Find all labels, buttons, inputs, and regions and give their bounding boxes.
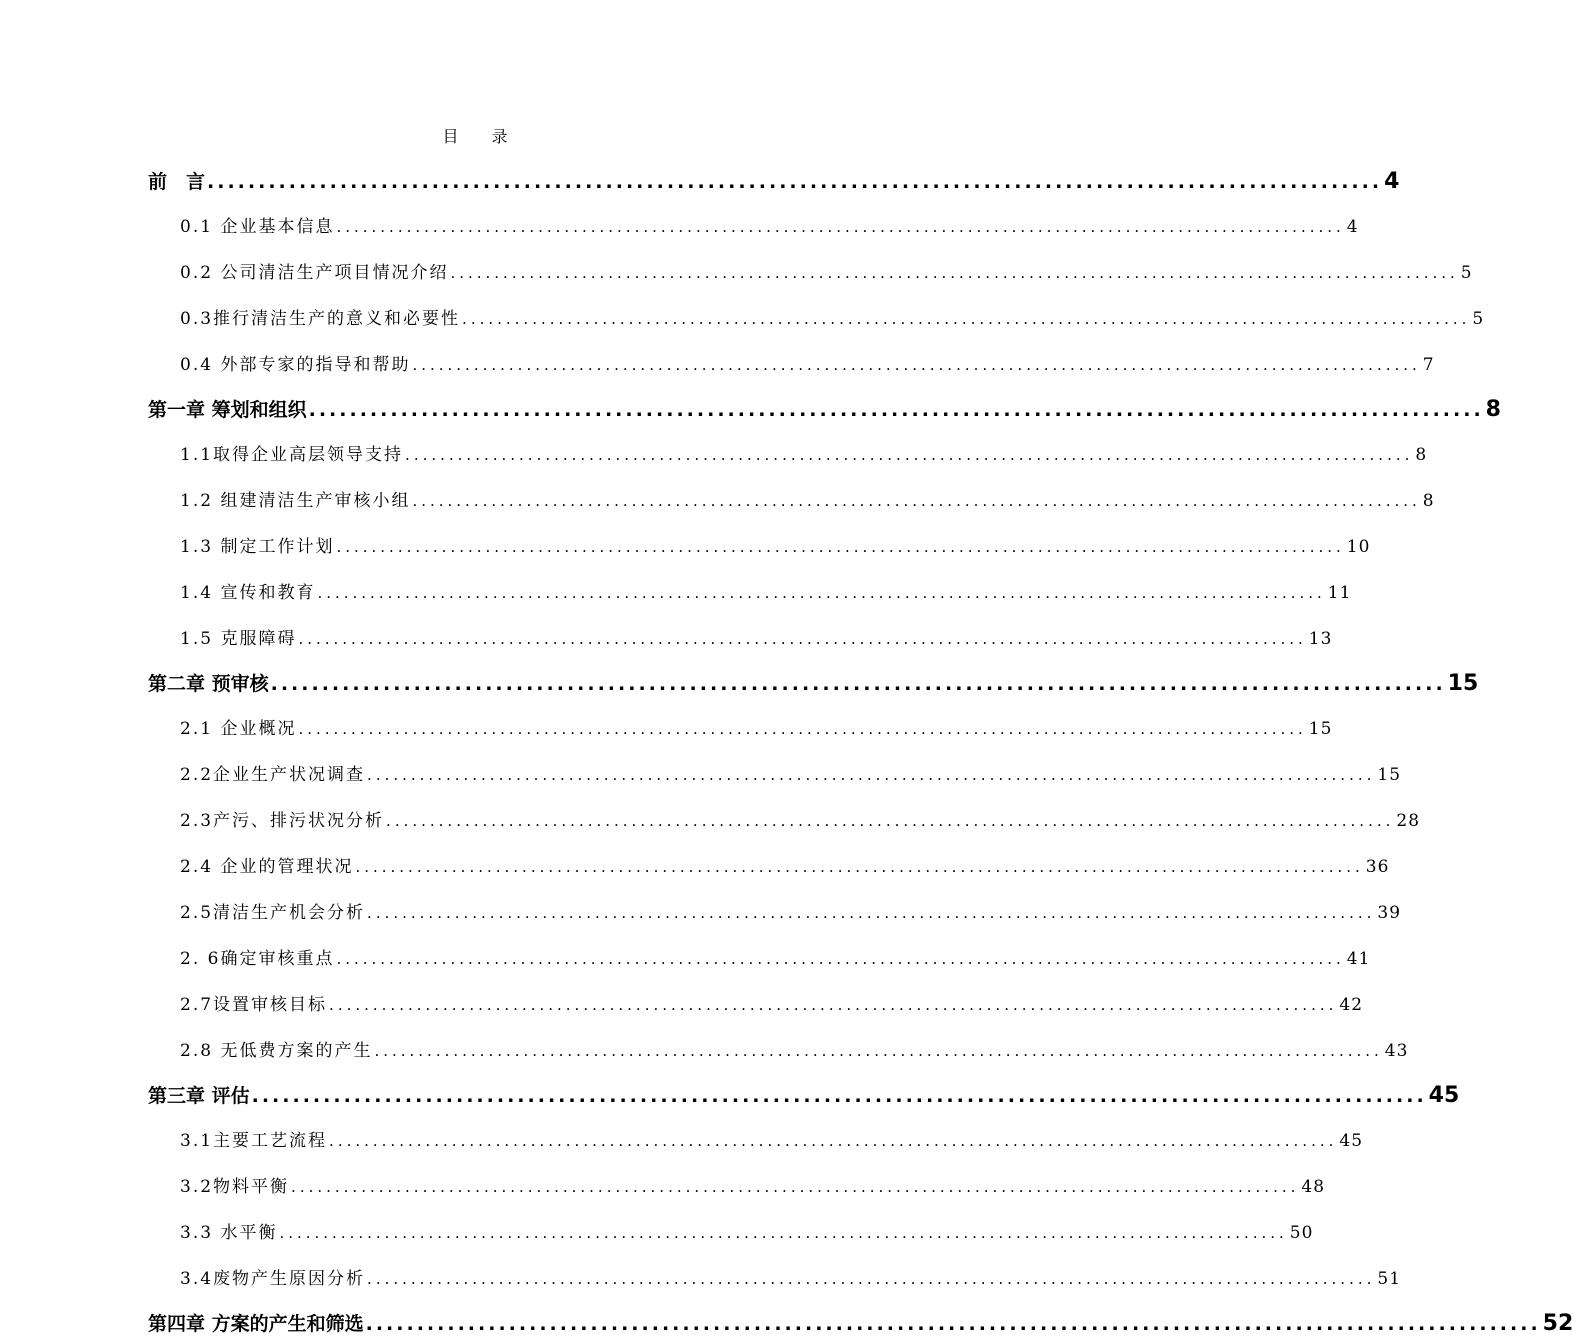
toc-entry-label: 2.1 企业概况 [180,719,297,739]
toc-page-number: 45 [1339,1131,1364,1151]
toc-chapter-entry[interactable] [148,1069,1460,1113]
toc-section-entry[interactable] [148,611,1333,657]
toc-leader-dots: ................................................................................................................... [365,1313,1541,1335]
toc-entry-label: 3.4废物产生原因分析 [180,1269,366,1289]
toc-page-number: 52 [1542,1311,1573,1336]
toc-page-number: 42 [1339,995,1364,1015]
toc-leader-dots: ................................................................................................................... [462,310,1471,328]
toc-leader-dots: ................................................................................................................... [367,766,1376,784]
toc-page-number: 5 [1460,263,1473,283]
toc-leader-dots: ................................................................................................................... [374,1042,1383,1060]
toc-page-number: 15 [1308,719,1333,739]
toc-leader-dots: ................................................................................................................... [336,218,1345,236]
toc-section-entry[interactable] [148,565,1352,611]
toc-leader-dots: ................................................................................................................... [308,399,1484,421]
toc-chapter-entry[interactable] [148,1297,1573,1341]
toc-section-entry[interactable] [148,793,1421,839]
toc-section-entry[interactable] [148,337,1435,383]
toc-section-entry[interactable] [148,473,1435,519]
toc-leader-dots: ................................................................................................................... [386,812,1395,830]
toc-section-entry[interactable] [148,839,1390,885]
toc-entry-label: 0.4 外部专家的指导和帮助 [180,355,411,375]
toc-entry-label: 第三章 评估 [148,1085,250,1107]
toc-section-entry[interactable] [148,1113,1364,1159]
toc-page-number: 36 [1365,857,1390,877]
table-of-contents [148,155,1573,1341]
toc-leader-dots: ................................................................................................................... [251,1085,1427,1107]
toc-page-number: 48 [1301,1177,1326,1197]
toc-entry-label: 2.7设置审核目标 [180,995,328,1015]
toc-entry-label: 第四章 方案的产生和筛选 [148,1313,364,1335]
toc-leader-dots: ................................................................................................................... [367,904,1376,922]
toc-entry-label: 0.3推行清洁生产的意义和必要性 [180,309,461,329]
toc-entry-label: 3.1主要工艺流程 [180,1131,328,1151]
toc-section-entry[interactable] [148,427,1428,473]
toc-entry-label: 1.1取得企业高层领导支持 [180,445,404,465]
toc-entry-label: 2.8 无低费方案的产生 [180,1041,373,1061]
toc-entry-label: 3.3 水平衡 [180,1223,278,1243]
toc-page-number: 5 [1472,309,1485,329]
toc-page-number: 41 [1346,949,1371,969]
toc-section-entry[interactable] [148,199,1359,245]
toc-page-number: 4 [1384,169,1400,194]
toc-entry-label: 1.5 克服障碍 [180,629,297,649]
toc-page-number: 15 [1377,765,1402,785]
toc-leader-dots: ................................................................................................................... [298,720,1307,738]
toc-leader-dots: ................................................................................................................... [298,630,1307,648]
toc-page-number: 8 [1422,491,1435,511]
toc-entry-label: 1.3 制定工作计划 [180,537,335,557]
toc-title: 目 录 [442,127,522,146]
toc-section-entry[interactable] [148,1159,1326,1205]
toc-leader-dots: ................................................................................................................... [279,1224,1288,1242]
toc-leader-dots: ................................................................................................................... [355,858,1364,876]
toc-entry-label: 2.5清洁生产机会分析 [180,903,366,923]
toc-section-entry[interactable] [148,1023,1409,1069]
toc-page-number: 45 [1428,1083,1460,1108]
toc-entry-label: 1.4 宣传和教育 [180,583,316,603]
toc-section-entry[interactable] [148,701,1333,747]
toc-page-number: 28 [1396,811,1421,831]
toc-page-number: 43 [1384,1041,1409,1061]
toc-entry-label: 1.2 组建清洁生产审核小组 [180,491,411,511]
toc-leader-dots: ................................................................................................................... [329,1132,1338,1150]
toc-section-entry[interactable] [148,245,1473,291]
toc-entry-label: 2.3产污、排污状况分析 [180,811,385,831]
toc-entry-label: 2.2企业生产状况调查 [180,765,366,785]
toc-leader-dots: ................................................................................................................... [291,1178,1300,1196]
toc-page-number: 8 [1415,445,1428,465]
toc-leader-dots: ................................................................................................................... [336,538,1345,556]
toc-section-entry[interactable] [148,931,1371,977]
toc-chapter-entry[interactable] [148,657,1479,701]
toc-entry-label: 前 言 [148,171,206,193]
toc-leader-dots: ................................................................................................................... [317,584,1326,602]
toc-page-number: 8 [1485,397,1501,422]
toc-section-entry[interactable] [148,1205,1314,1251]
toc-page-number: 51 [1377,1269,1402,1289]
toc-entry-label: 第一章 筹划和组织 [148,399,307,421]
toc-leader-dots: ................................................................................................................... [329,996,1338,1014]
toc-leader-dots: ................................................................................................................... [336,950,1345,968]
toc-page-number: 11 [1327,583,1352,603]
toc-page-number: 39 [1377,903,1402,923]
toc-section-entry[interactable] [148,885,1402,931]
toc-entry-label: 0.2 公司清洁生产项目情况介绍 [180,263,449,283]
toc-page-number: 7 [1422,355,1435,375]
toc-page-number: 13 [1308,629,1333,649]
toc-section-entry[interactable] [148,291,1485,337]
toc-section-entry[interactable] [148,747,1402,793]
toc-leader-dots: ................................................................................................................... [270,673,1446,695]
toc-chapter-entry[interactable] [148,155,1400,199]
toc-entry-label: 第二章 预审核 [148,673,269,695]
toc-section-entry[interactable] [148,519,1371,565]
toc-leader-dots: ................................................................................................................... [207,171,1383,193]
toc-chapter-entry[interactable] [148,383,1501,427]
toc-leader-dots: ................................................................................................................... [405,446,1414,464]
toc-entry-label: 2. 6确定审核重点 [180,949,335,969]
toc-entry-label: 2.4 企业的管理状况 [180,857,354,877]
toc-page-number: 15 [1447,671,1479,696]
toc-leader-dots: ................................................................................................................... [412,492,1421,510]
toc-page-number: 4 [1346,217,1359,237]
toc-page-number: 10 [1346,537,1371,557]
toc-leader-dots: ................................................................................................................... [412,356,1421,374]
toc-leader-dots: ................................................................................................................... [450,264,1459,282]
toc-entry-label: 0.1 企业基本信息 [180,217,335,237]
toc-page-number: 50 [1289,1223,1314,1243]
toc-leader-dots: ................................................................................................................... [367,1270,1376,1288]
toc-entry-label: 3.2物料平衡 [180,1177,290,1197]
toc-section-entry[interactable] [148,1251,1402,1297]
toc-section-entry[interactable] [148,977,1364,1023]
